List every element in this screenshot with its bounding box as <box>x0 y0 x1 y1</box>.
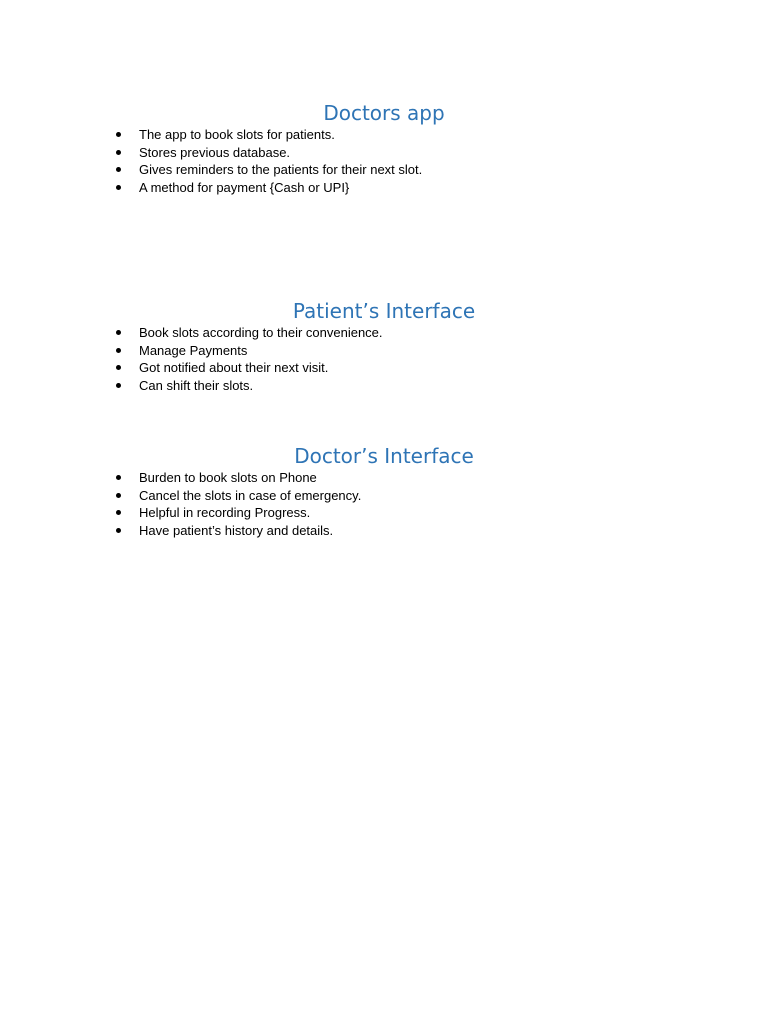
list-item-text: A method for payment {Cash or UPI} <box>139 180 350 196</box>
list-item <box>114 342 768 360</box>
bullet-icon <box>116 348 121 353</box>
list-item <box>114 469 768 487</box>
list-item-text: Book slots according to their convenience. <box>139 325 383 340</box>
bullet-icon <box>116 330 121 335</box>
list-item <box>114 377 768 395</box>
list-item-text: Got notified about their next visit. <box>139 360 329 376</box>
list-item-text: Cancel the slots in case of emergency. <box>139 487 362 503</box>
list-item-text: Gives reminders to the patients for their next slot. <box>139 162 423 178</box>
bullet-icon <box>116 185 121 190</box>
list-item <box>114 144 768 162</box>
bullet-icon <box>116 365 121 370</box>
section-title: Doctors app <box>323 101 445 125</box>
section-patient-interface <box>0 298 768 395</box>
list-item <box>114 161 768 179</box>
bullet-icon <box>116 383 121 388</box>
list-item-text: Burden to book slots on Phone <box>139 470 317 485</box>
list-item-text: Can shift their slots. <box>139 378 254 394</box>
list-item-text: Helpful in recording Progress. <box>139 505 311 521</box>
bullet-list <box>114 126 768 197</box>
bullet-icon <box>116 475 121 480</box>
list-item <box>114 359 768 377</box>
list-item-text: The app to book slots for patients. <box>139 127 335 142</box>
bullet-icon <box>116 493 121 498</box>
section-title: Patient’s Interface <box>292 299 476 323</box>
bullet-icon <box>116 150 121 155</box>
bullet-list <box>114 324 768 395</box>
list-item <box>114 324 768 342</box>
section-doctor-interface <box>0 443 768 540</box>
bullet-icon <box>116 510 121 515</box>
bullet-icon <box>116 528 121 533</box>
list-item <box>114 179 768 197</box>
list-item-text: Manage Payments <box>139 342 248 358</box>
list-item <box>114 522 768 540</box>
list-item-text: Have patient’s history and details. <box>139 523 334 539</box>
bullet-icon <box>116 167 121 172</box>
list-item-text: Stores previous database. <box>139 144 291 160</box>
list-item <box>114 126 768 144</box>
bullet-icon <box>116 132 121 137</box>
bullet-list <box>114 469 768 540</box>
section-doctors-app <box>0 100 768 197</box>
section-title: Doctor’s Interface <box>294 444 474 468</box>
list-item <box>114 504 768 522</box>
list-item <box>114 487 768 505</box>
